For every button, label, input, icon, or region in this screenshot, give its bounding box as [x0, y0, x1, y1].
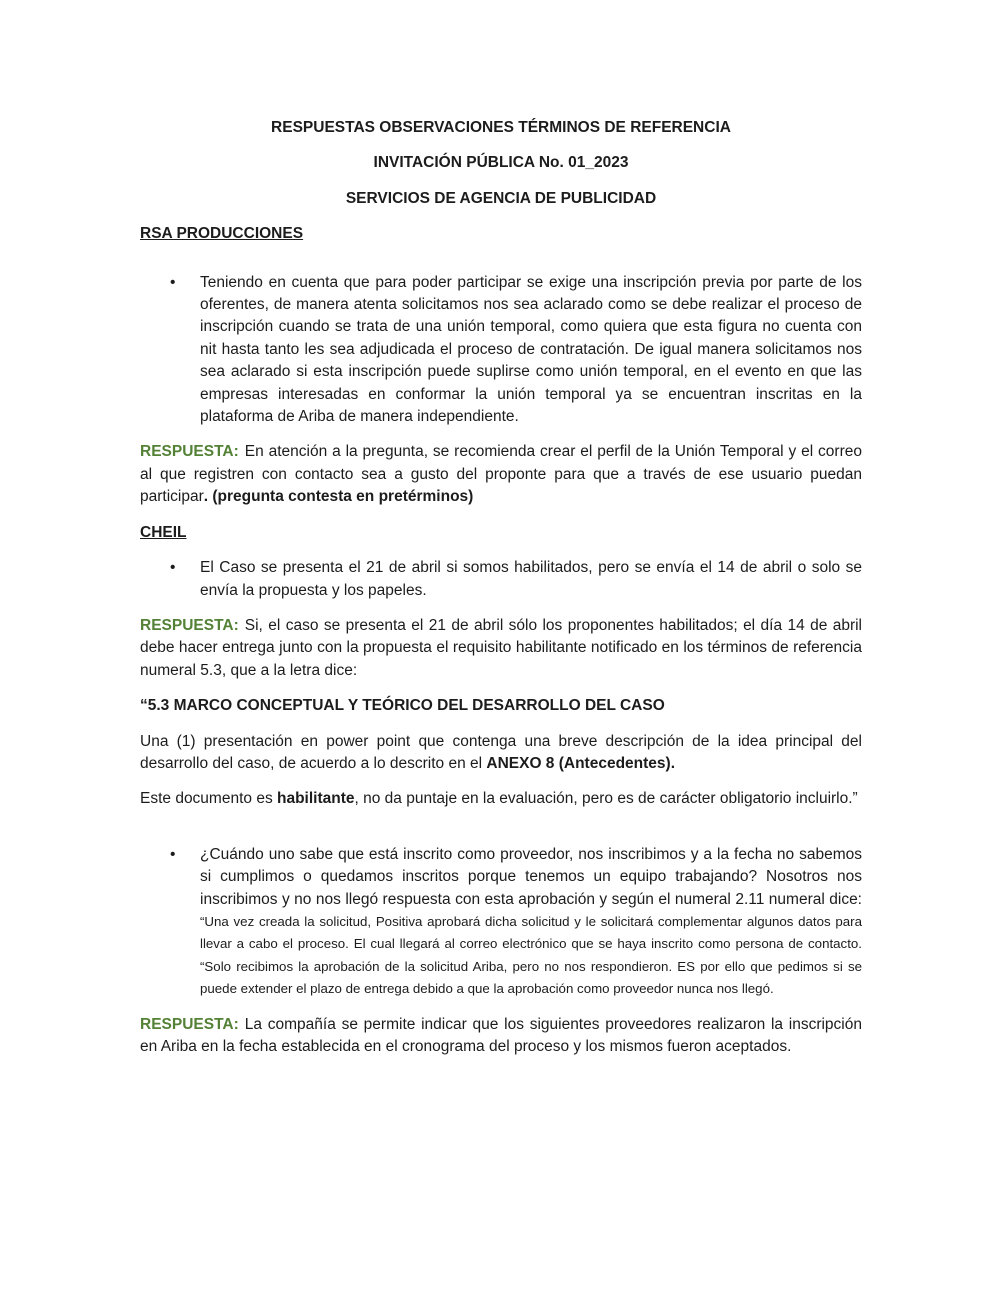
quote-paragraph-2 — [140, 788, 862, 810]
list-item — [140, 272, 862, 429]
bullet-icon: • — [170, 559, 176, 577]
quote-paragraph-1-bold: ANEXO 8 (Antecedentes). — [486, 754, 676, 772]
cheil-respuesta-2-text: La compañía se permite indicar que los siguientes proveedores realizaron la inscripción en Ariba en la fecha establecida en el cronograma del proceso y los mismos fueron aceptados. — [140, 1015, 862, 1055]
rsa-question-text: Teniendo en cuenta que para poder participar se exige una inscripción previa por parte de los oferentes, de manera atenta solicitamos nos sea aclarado como se debe realizar el proceso de inscripción cuando se trata de una unión temporal, como quiera que esta figura no cuenta con nit hasta tanto les sea adjudicada el proceso de contratación. De igual manera solicitamos nos sea aclarado si esta inscripción puede suplirse como unión temporal, en el evento en que las empresas interesadas en conformar la unión temporal ya se encuentran inscritas en la plataforma de Ariba de manera independiente. — [200, 273, 862, 426]
cheil-respuesta-1-paragraph — [140, 615, 862, 682]
cheil-question-list-1 — [140, 557, 862, 602]
respuesta-label: RESPUESTA: — [140, 1015, 239, 1033]
respuesta-label: RESPUESTA: — [140, 616, 239, 634]
cheil-respuesta-2-paragraph — [140, 1014, 862, 1059]
list-item — [140, 844, 862, 1001]
cheil-question-1-text: El Caso se presenta el 21 de abril si somos habilitados, pero se envía el 14 de abril o solo se envía la propuesta y los papeles. — [200, 559, 862, 599]
cheil-question-2-text: ¿Cuándo uno sabe que está inscrito como proveedor, nos inscribimos y a la fecha no sabemos si cumplimos o quedamos inscritos porque tenemos un equipo trabajando? Nosotros nos inscribimos y no nos llegó respuesta con esta aprobación y según el numeral 2.11 numeral dice: — [200, 845, 862, 908]
cheil-question-2-quoted-text: “Una vez creada la solicitud, Positiva aprobará dicha solicitud y le solicitará complementar algunos datos para llevar a cabo el proceso. El cual llegará al correo electrónico que se haya inscrito como persona de contacto. “Solo recibimos la aprobación de la solicitud Ariba, pero no nos respondieron. ES por ello que pedimos si se puede extender el plazo de entrega debido a que la aprobación como proveedor nunca nos llegó. — [200, 913, 862, 997]
quote-heading-5-3: “5.3 MARCO CONCEPTUAL Y TEÓRICO DEL DESARROLLO DEL CASO — [140, 697, 665, 715]
quote-paragraph-2-text-a: Este documento es — [140, 790, 277, 808]
rsa-respuesta-bold-note: . (pregunta contesta en pretérminos) — [203, 488, 474, 506]
section-heading-rsa-producciones: RSA PRODUCCIONES — [140, 225, 304, 243]
rsa-respuesta-paragraph — [140, 441, 862, 508]
bullet-icon: • — [170, 273, 176, 291]
quote-paragraph-2-text-b: , no da puntaje en la evaluación, pero es de carácter obligatorio incluirlo.” — [354, 790, 858, 808]
rsa-question-list — [140, 272, 862, 429]
doc-title-line-1: RESPUESTAS OBSERVACIONES TÉRMINOS DE REFERENCIA — [271, 119, 731, 136]
cheil-respuesta-1-text: Si, el caso se presenta el 21 de abril sólo los proponentes habilitados; el día 14 de abril debe hacer entrega junto con la propuesta el requisito habilitante notificado en los términos de referencia numeral 5.3, que a la letra dice: — [140, 616, 862, 679]
quote-paragraph-1 — [140, 731, 862, 776]
quote-paragraph-2-bold: habilitante — [277, 790, 355, 808]
cheil-question-list-2 — [140, 844, 862, 1001]
list-item — [140, 557, 862, 602]
section-heading-cheil: CHEIL — [140, 523, 187, 541]
rsa-respuesta-text: En atención a la pregunta, se recomienda crear el perfil de la Unión Temporal y el correo al que registren con contacto sea a gusto del proponte para que a través de ese usuario puedan participar — [140, 443, 862, 506]
doc-title-line-3: SERVICIOS DE AGENCIA DE PUBLICIDAD — [345, 189, 657, 207]
quote-paragraph-1-text: Una (1) presentación en power point que contenga una breve descripción de la idea principal del desarrollo del caso, de acuerdo a lo descrito en el — [140, 732, 862, 772]
doc-title-line-2: INVITACIÓN PÚBLICA No. 01_2023 — [373, 154, 629, 172]
respuesta-label: RESPUESTA: — [140, 443, 239, 461]
bullet-icon: • — [170, 845, 176, 863]
